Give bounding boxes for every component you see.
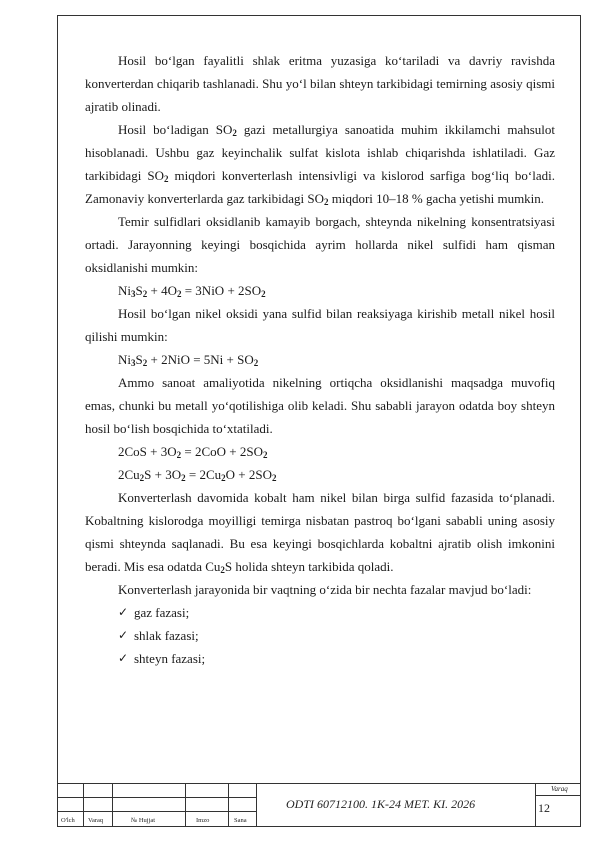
paragraph-text: Konverterlash jarayonida bir vaqtning o‘zida bir nechta fazalar mavjud bo‘ladi: — [118, 582, 532, 597]
divider — [57, 811, 256, 812]
col-label-list: Varaq — [88, 817, 104, 824]
paragraph-text: Hosil bo‘lgan fayalitli shlak eritma yuzasiga ko‘tariladi va davriy ravishda konverterdan chiqarib tashlanadi. Shu yo‘l bilan shteyn tarkibidagi temirning asosiy qismi ajratib olinadi. — [85, 53, 555, 114]
text-run: S holida shteyn tarkibida qoladi. — [224, 559, 394, 574]
paragraph-text: Temir sulfidlari oksidlanib kamayib borgach, shteynda nikelning konsentratsiyasi ortadi. Jarayonning keyingi bosqichida ayrim hollarda nikel sulfidi ham qisman oksidlanishi mumkin: — [85, 214, 555, 275]
subscript: 2 — [176, 289, 182, 299]
subscript: 2 — [232, 128, 237, 138]
text-run: Hosil bo‘ladigan SO — [118, 122, 233, 137]
paragraph-so2 — [85, 118, 555, 210]
paragraph-practice — [85, 371, 555, 440]
paragraph-slag — [85, 49, 555, 118]
list-item — [85, 601, 555, 624]
subscript: 2 — [163, 174, 169, 184]
subscript: 2 — [220, 565, 225, 575]
eq-run: Ni — [118, 352, 131, 367]
subscript: 2 — [181, 473, 186, 483]
col-label-date: Sana — [234, 817, 247, 824]
col-label-doc: № Hujjat — [131, 817, 156, 824]
divider — [57, 797, 256, 798]
col-label-sign: Imzo — [196, 817, 210, 824]
subscript: 2 — [139, 473, 145, 483]
divider — [535, 795, 581, 796]
paragraph-phases — [85, 578, 555, 601]
subscript: 2 — [253, 358, 259, 368]
divider — [228, 783, 229, 827]
paragraph-nickel-concentration — [85, 210, 555, 279]
divider — [83, 783, 84, 827]
subscript: 3 — [131, 358, 136, 368]
document-body — [85, 49, 555, 670]
eq-run: S — [135, 283, 143, 298]
sheet-label: Varaq — [551, 785, 568, 793]
divider — [57, 783, 581, 784]
eq-run: = 2Cu — [185, 467, 222, 482]
divider — [112, 783, 113, 827]
equation-1 — [85, 279, 555, 302]
equation-3 — [85, 440, 555, 463]
divider — [535, 783, 536, 827]
list-item — [85, 624, 555, 647]
subscript: 2 — [142, 289, 148, 299]
subscript: 2 — [323, 197, 329, 207]
document-code: ODTI 60712100. 1K-24 MET. KI. 2026 — [286, 797, 476, 811]
text-run: Konverterlash davomida kobalt ham nikel bilan birga sulfid fazasida to‘planadi. Kobaltning kislorodga moyilligi temirga nisbatan pastroq bo‘lgani sababli uning asosiy qismi shteynda saqlanadi. Bu esa keyingi bosqichlarda kobaltni ajratib olish imkonini beradi. Mis esa odatda Cu — [85, 490, 555, 574]
text-run: miqdori konverterlash intensivligi va kislorod sarfiga bog‘liq bo‘ladi. Zamonaviy konverterlarda gaz tarkibidagi SO — [85, 168, 555, 206]
check-icon: ✓ — [118, 651, 129, 665]
list-item — [85, 647, 555, 670]
subscript: 2 — [262, 450, 268, 460]
eq-run: + 4O — [147, 283, 177, 298]
paragraph-cobalt — [85, 486, 555, 578]
subscript: 2 — [271, 473, 277, 483]
list-item-label: shlak fazasi; — [134, 628, 199, 643]
eq-run: = 2CoO + 2SO — [181, 444, 263, 459]
subscript: 2 — [176, 450, 182, 460]
paragraph-text: Hosil bo‘lgan nikel oksidi yana sulfid bilan reaksiyaga kirishib metall nikel hosil qilishi mumkin: — [85, 306, 555, 344]
eq-run: S — [135, 352, 143, 367]
check-icon: ✓ — [118, 605, 129, 619]
col-label-izm: O'lch — [61, 817, 75, 824]
text-run: gazi metallurgiya sanoatida muhim ikkilamchi mahsulot hisoblanadi. Ushbu gaz keyinchalik sulfat kislota ishlab chiqarishda ishlatiladi. Gaz tarkibidagi SO — [85, 122, 555, 183]
eq-run: 2CoS + 3O — [118, 444, 177, 459]
eq-run: O + 2SO — [225, 467, 272, 482]
check-icon: ✓ — [118, 628, 129, 642]
divider — [256, 783, 257, 827]
divider — [185, 783, 186, 827]
subscript: 3 — [131, 289, 136, 299]
eq-run: + 2NiO = 5Ni + SO — [147, 352, 254, 367]
eq-run: S + 3O — [144, 467, 182, 482]
paragraph-text: Ammo sanoat amaliyotida nikelning ortiqcha oksidlanishi maqsadga muvofiq emas, chunki bu metall yo‘qotilishiga olib keladi. Shu sababli jarayon odatda boy shteyn hosil bo‘lish bosqichida to‘xtatiladi. — [85, 375, 555, 436]
equation-4 — [85, 463, 555, 486]
subscript: 2 — [221, 473, 226, 483]
list-item-label: gaz fazasi; — [134, 605, 190, 620]
title-block — [57, 783, 581, 827]
sheet-number: 12 — [538, 801, 550, 815]
subscript: 2 — [142, 358, 148, 368]
eq-run: 2Cu — [118, 467, 140, 482]
text-run: miqdori 10–18 % gacha yetishi mumkin. — [328, 191, 545, 206]
equation-2 — [85, 348, 555, 371]
list-item-label: shteyn fazasi; — [134, 651, 206, 666]
eq-run: = 3NiO + 2SO — [181, 283, 262, 298]
paragraph-nickel-oxide — [85, 302, 555, 348]
eq-run: Ni — [118, 283, 131, 298]
subscript: 2 — [261, 289, 266, 299]
